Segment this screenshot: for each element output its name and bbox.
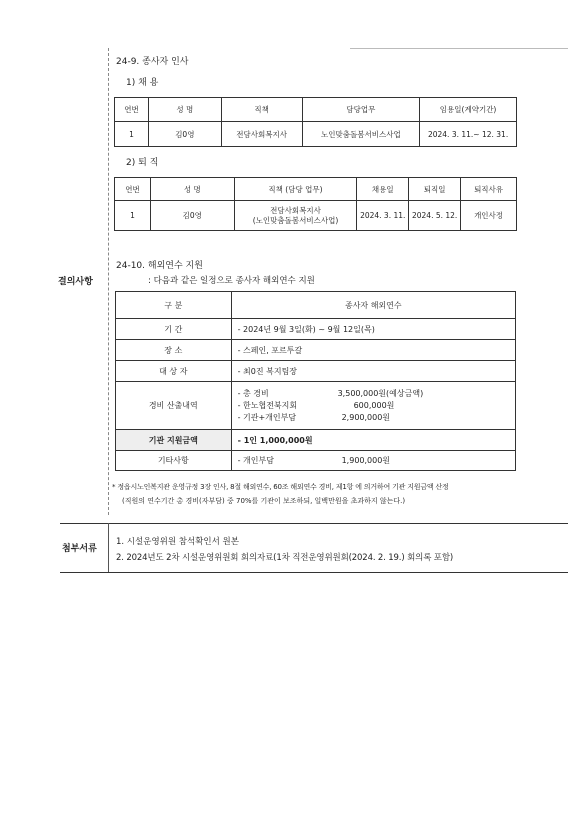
retire-row-position bbox=[234, 201, 357, 231]
other-value: - 개인부담 1,900,000원 bbox=[231, 451, 515, 471]
retire-row-position-duty: (노인맞춤돌봄서비스사업) bbox=[252, 215, 339, 225]
attachment-item-1: 1. 시설운영위원 참석확인서 원본 bbox=[116, 537, 239, 547]
hire-header-no: 연번 bbox=[115, 98, 149, 122]
left-column-divider bbox=[108, 48, 109, 515]
retire-header-position: 직책 (담당 업무) bbox=[234, 178, 357, 201]
cost-breakdown bbox=[231, 382, 515, 430]
period-value: - 2024년 9월 3일(화) ~ 9월 12일(목) bbox=[231, 319, 515, 340]
retire-header-no: 연번 bbox=[115, 178, 151, 201]
cost-item-self: - 기관+개인부담 2,900,000원 bbox=[237, 412, 391, 422]
target-value: - 최0진 복지팀장 bbox=[231, 361, 515, 382]
training-header-right: 종사자 해외연수 bbox=[231, 292, 515, 319]
period-label: 기 간 bbox=[116, 319, 232, 340]
attachments-top-border bbox=[60, 523, 568, 524]
hire-header-position: 직책 bbox=[221, 98, 302, 122]
retire-row-reason: 개인사정 bbox=[461, 201, 517, 231]
hire-header-date: 임용일(계약기간) bbox=[420, 98, 517, 122]
retire-row-no: 1 bbox=[115, 201, 151, 231]
retire-row-retired: 2024. 5. 12. bbox=[409, 201, 461, 231]
section-24-10-intro: : 다음과 같은 일정으로 종사자 해외연수 지원 bbox=[148, 276, 315, 286]
hire-row-position: 전담사회복지사 bbox=[221, 122, 302, 147]
retire-header-retired: 퇴직일 bbox=[409, 178, 461, 201]
regulation-note-line2: (직원의 연수기간 총 경비(자부담) 중 70%를 기관이 보조하되, 일백만원을 초과하지 않는다.) bbox=[122, 497, 406, 505]
other-label: 기타사항 bbox=[116, 451, 232, 471]
cost-item-total: - 총 경비 3,500,000원(예상금액) bbox=[237, 388, 424, 398]
retire-row-position-title: 전담사회복지사 bbox=[270, 206, 321, 216]
hire-table bbox=[114, 97, 517, 147]
retire-header-name: 성 명 bbox=[150, 178, 234, 201]
retire-row-hired: 2024. 3. 11. bbox=[357, 201, 409, 231]
support-value: - 1인 1,000,000원 bbox=[231, 430, 515, 451]
retire-subtitle: 2) 퇴 직 bbox=[126, 158, 159, 168]
section-24-10-title: 24-10. 해외연수 지원 bbox=[116, 261, 203, 271]
retire-table bbox=[114, 177, 517, 231]
hire-row-no: 1 bbox=[115, 122, 149, 147]
hire-row-date: 2024. 3. 11.~ 12. 31. bbox=[420, 122, 517, 147]
hire-header-duty: 담당업무 bbox=[302, 98, 420, 122]
cost-label: 경비 산출내역 bbox=[116, 382, 232, 430]
retire-header-hired: 채용일 bbox=[357, 178, 409, 201]
cost-item-association: - 한노협전북지회 600,000원 bbox=[237, 400, 395, 410]
resolution-label: 결의사항 bbox=[58, 277, 93, 287]
attachment-item-2: 2. 2024년도 2차 시설운영위원회 회의자료(1차 직전운영위원회(2024. 2. 19.) 회의록 포함) bbox=[116, 553, 454, 563]
overseas-training-table bbox=[115, 291, 516, 471]
attachments-label: 첨부서류 bbox=[62, 544, 97, 554]
place-value: - 스페인, 포르투갈 bbox=[231, 340, 515, 361]
retire-header-reason: 퇴직사유 bbox=[461, 178, 517, 201]
support-label: 기관 지원금액 bbox=[116, 430, 232, 451]
hire-subtitle: 1) 채 용 bbox=[126, 78, 159, 88]
hire-row-duty: 노인맞춤돌봄서비스사업 bbox=[302, 122, 420, 147]
training-header-left: 구 분 bbox=[116, 292, 232, 319]
top-border bbox=[350, 48, 568, 49]
hire-header-name: 성 명 bbox=[148, 98, 221, 122]
regulation-note-line1: * 정읍시노인복지관 운영규정 3장 인사, 8절 해외연수, 60조 해외연수 경비, 제1항 에 의거하여 기관 지원금액 산정 bbox=[112, 483, 449, 491]
hire-row-name: 김0영 bbox=[148, 122, 221, 147]
retire-row-name: 김0영 bbox=[150, 201, 234, 231]
attachments-bottom-border bbox=[60, 572, 568, 573]
attachments-divider bbox=[108, 523, 109, 572]
section-24-9-title: 24-9. 종사자 인사 bbox=[116, 57, 189, 67]
target-label: 대 상 자 bbox=[116, 361, 232, 382]
place-label: 장 소 bbox=[116, 340, 232, 361]
